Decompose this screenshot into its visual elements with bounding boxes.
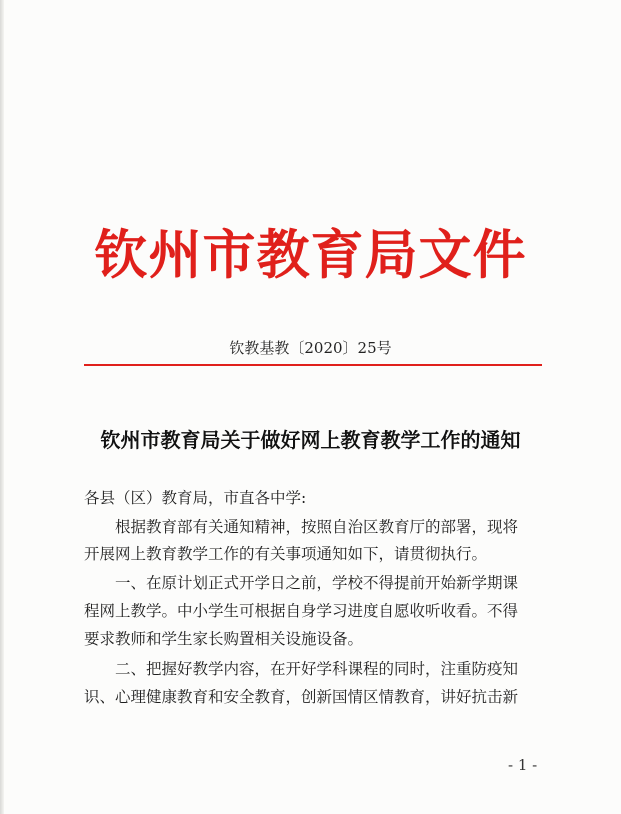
body-line-5: 要求教师和学生家长购置相关设施设备。 <box>84 630 364 648</box>
body-line-1: 根据教育部有关通知精神，按照自治区教育厅的部署，现将 <box>115 518 519 536</box>
body-line-4: 程网上教学。中小学生可根据自身学习进度自愿收听收看。不得 <box>84 602 519 620</box>
body-line-6: 二、把握好教学内容，在开好学科课程的同时，注重防疫知 <box>115 660 519 678</box>
document-number: 钦教基教〔2020〕25号 <box>229 339 392 357</box>
page-edge-shadow <box>0 0 4 814</box>
addressee-line: 各县（区）教育局，市直各中学: <box>84 489 307 507</box>
page-number: - 1 - <box>508 756 538 774</box>
body-line-3: 一、在原计划正式开学日之前，学校不得提前开始新学期课 <box>115 574 519 592</box>
red-separator-line <box>84 364 542 366</box>
body-line-2: 开展网上教育教学工作的有关事项通知如下，请贯彻执行。 <box>84 545 488 563</box>
body-line-7: 识、心理健康教育和安全教育，创新国情区情教育，讲好抗击新 <box>84 688 519 706</box>
notice-title: 钦州市教育局关于做好网上教育教学工作的通知 <box>100 428 521 452</box>
masthead-title: 钦州市教育局文件 <box>94 224 527 286</box>
